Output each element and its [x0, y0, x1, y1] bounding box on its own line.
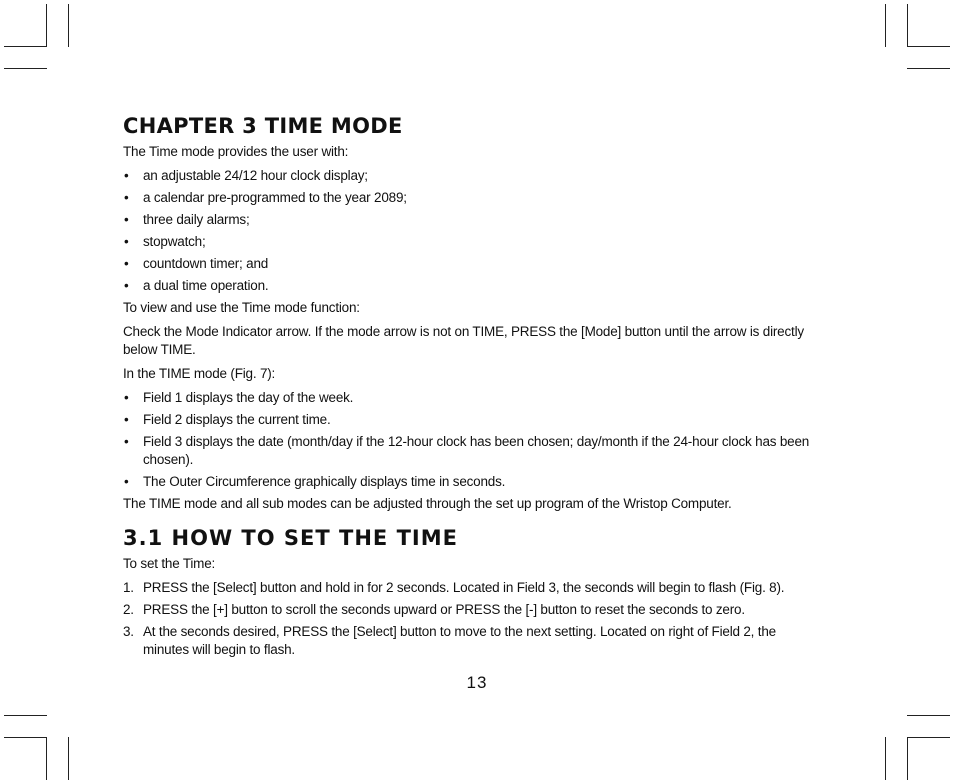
page-number: 13 [466, 673, 488, 692]
list-item: • an adjustable 24/12 hour clock display; [124, 168, 368, 183]
fig-intro: In the TIME mode (Fig. 7): [123, 366, 276, 381]
chapter-title: CHAPTER 3 TIME MODE [123, 114, 403, 138]
list-item: • countdown timer; and [124, 256, 269, 271]
step-number: 2. [123, 602, 134, 617]
bullet-icon: • [124, 234, 129, 249]
steps-list [123, 579, 823, 659]
list-item: • Field 2 displays the current time. [124, 412, 331, 427]
crop-mark [4, 68, 47, 69]
list-item: 1. PRESS the [Select] button and hold in for 2 seconds. Located in Field 3, the seconds will begin to flash (Fig. 8). [123, 580, 785, 595]
list-item: • three daily alarms; [124, 212, 250, 227]
bullet-icon: • [124, 412, 129, 427]
adjust-paragraph: The TIME mode and all sub modes can be adjusted through the set up program of the Wristop Computer. [123, 496, 732, 511]
crop-mark [46, 737, 47, 780]
chapter-intro: The Time mode provides the user with: [123, 144, 349, 159]
crop-mark [907, 68, 950, 69]
list-item: • a dual time operation. [124, 278, 269, 293]
crop-mark [4, 46, 47, 47]
bullet-icon: • [124, 278, 129, 293]
crop-mark [4, 715, 47, 716]
crop-mark [907, 737, 950, 738]
crop-mark [907, 715, 950, 716]
crop-mark [46, 4, 47, 47]
crop-mark [907, 737, 908, 780]
check-paragraph: Check the Mode Indicator arrow. If the mode arrow is not on TIME, PRESS the [Mode] button until the arrow is directly below TIME. [123, 324, 804, 357]
bullet-icon: • [124, 390, 129, 405]
crop-mark [4, 737, 47, 738]
bullet-icon: • [124, 434, 129, 449]
page-content [123, 114, 823, 663]
bullet-icon: • [124, 190, 129, 205]
bullet-icon: • [124, 168, 129, 183]
list-item: 3. At the seconds desired, PRESS the [Select] button to move to the next setting. Located on right of Field 2, the minutes will begin to flash. [123, 624, 776, 657]
crop-mark [885, 737, 886, 780]
bullet-icon: • [124, 474, 129, 489]
feature-list [123, 167, 823, 295]
list-item: • Field 1 displays the day of the week. [124, 390, 354, 405]
list-item: • a calendar pre-programmed to the year 2089; [124, 190, 407, 205]
field-list [123, 389, 823, 491]
list-item: • The Outer Circumference graphically displays time in seconds. [124, 474, 506, 489]
list-item: • Field 3 displays the date (month/day if the 12-hour clock has been chosen; day/month if the 24-hour clock has been chosen). [124, 434, 810, 467]
section-title: 3.1 HOW TO SET THE TIME [123, 526, 458, 550]
crop-mark [885, 4, 886, 47]
crop-mark [68, 737, 69, 780]
step-number: 1. [123, 580, 134, 595]
list-item: 2. PRESS the [+] button to scroll the seconds upward or PRESS the [-] button to reset the seconds to zero. [123, 602, 745, 617]
crop-mark [907, 46, 950, 47]
bullet-icon: • [124, 212, 129, 227]
view-intro: To view and use the Time mode function: [123, 300, 360, 315]
crop-mark [907, 4, 908, 47]
list-item: • stopwatch; [124, 234, 206, 249]
step-number: 3. [123, 624, 134, 639]
section-intro: To set the Time: [123, 556, 216, 571]
bullet-icon: • [124, 256, 129, 271]
crop-mark [68, 4, 69, 47]
